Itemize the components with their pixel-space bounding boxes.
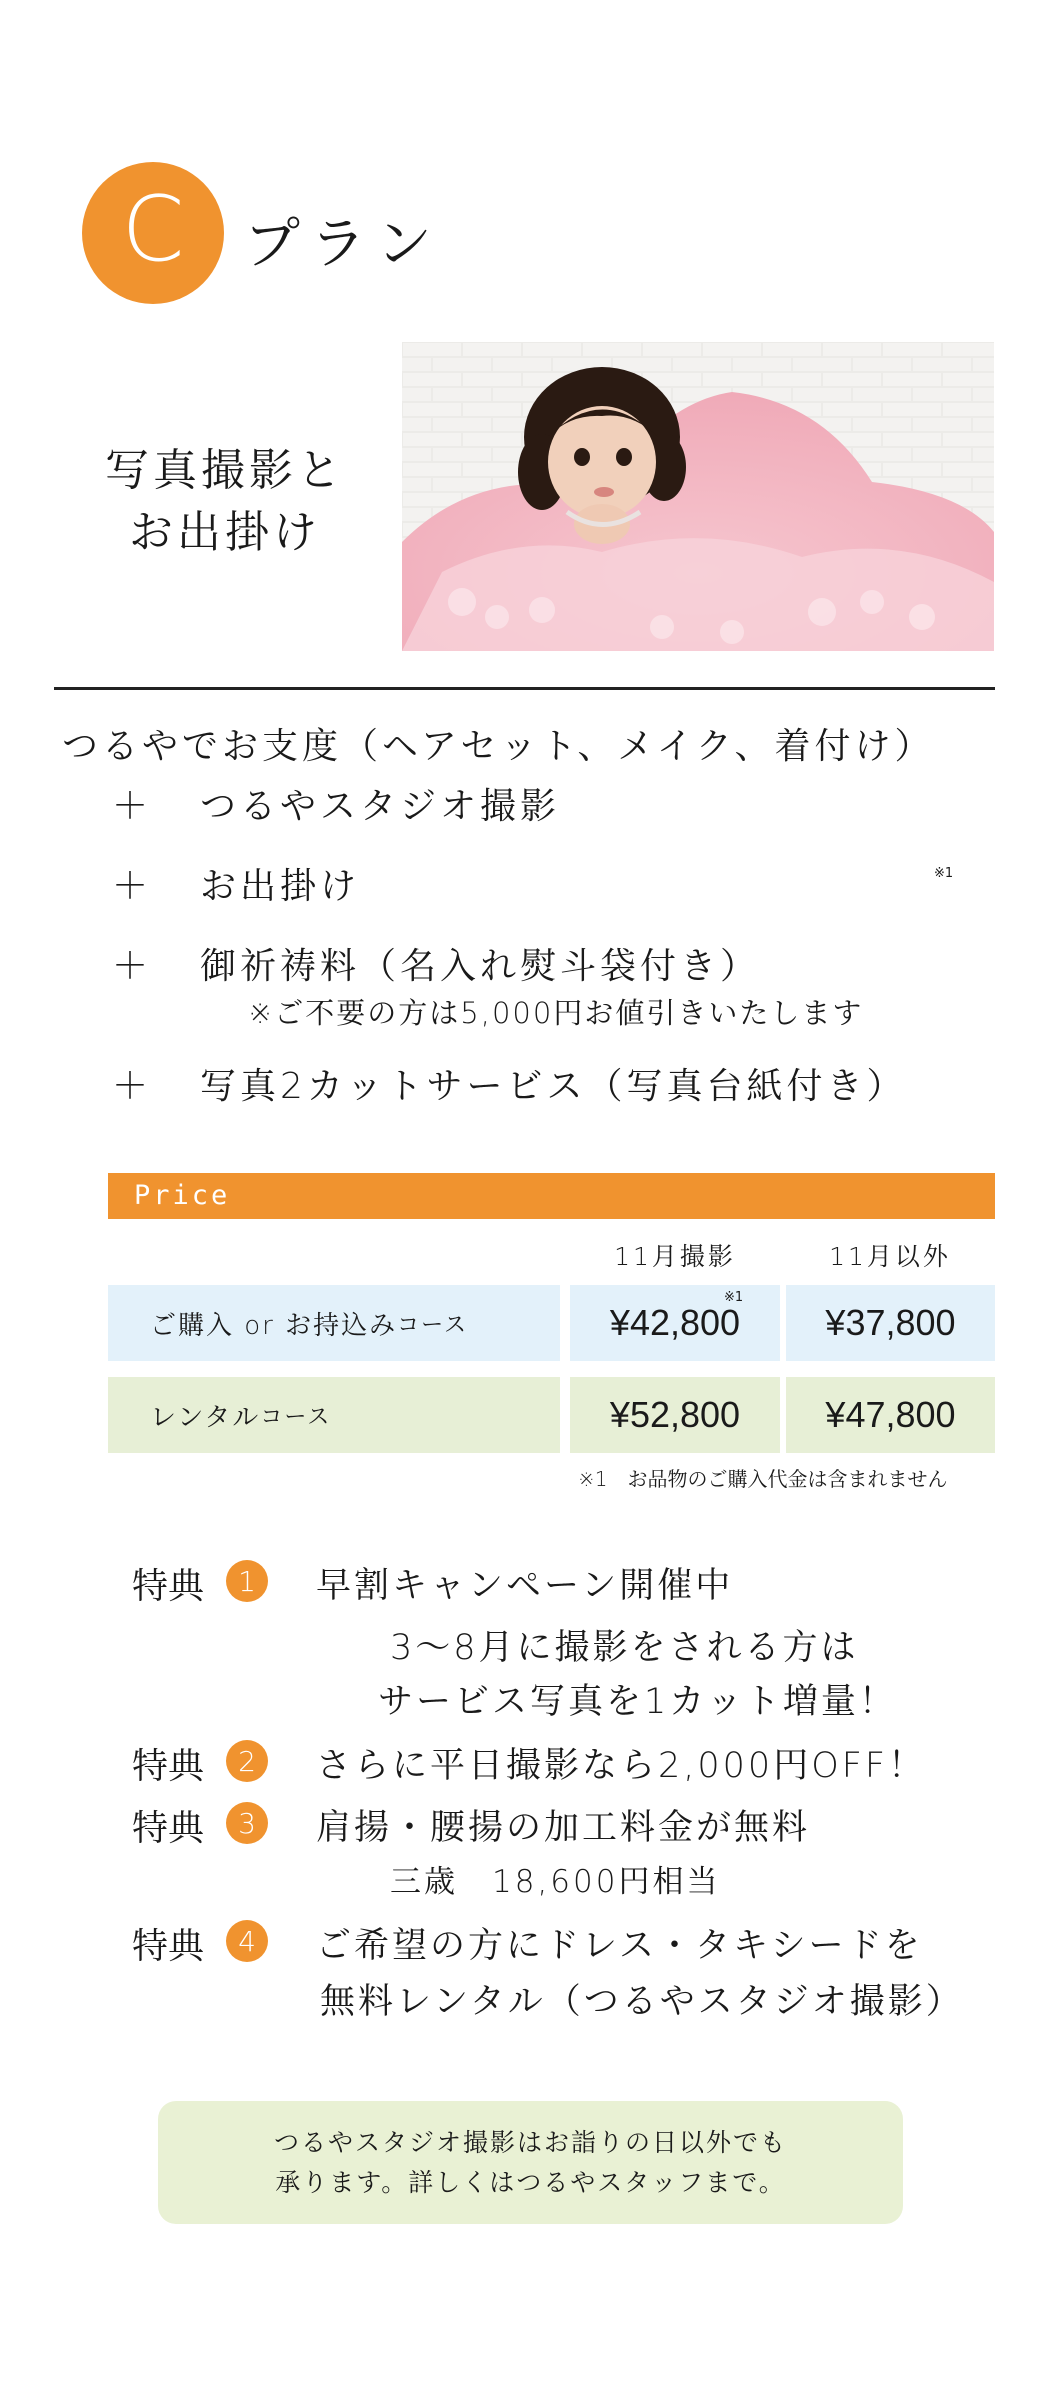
benefit-label: 特典 <box>132 1808 205 1849</box>
price-label: Price <box>134 1180 231 1211</box>
child-photo <box>402 342 994 651</box>
benefit-1-title: 早割キャンペーン開催中 <box>316 1566 734 1606</box>
info-note-line-1: つるやスタジオ撮影はお詣りの日以外でも <box>273 2127 787 2157</box>
photo-title-line-1: 写真撮影と <box>105 445 345 496</box>
plan-badge <box>82 162 224 304</box>
course-rental <box>108 1377 560 1453</box>
price-cell <box>786 1285 995 1361</box>
benefit-4-title: ご希望の方にドレス・タキシードを <box>316 1926 923 1966</box>
benefit-number-badge: 4 <box>226 1920 268 1962</box>
benefit-1-detail-2: サービス写真を1カット増量！ <box>378 1682 897 1722</box>
discount-note: ※ご不要の方は5,000円お値引きいたします <box>248 996 864 1030</box>
price-value: ¥42,800 <box>609 1302 741 1343</box>
footnote-mark: ※1 <box>724 1290 744 1305</box>
content-item-studio: つるやスタジオ撮影 <box>200 786 561 827</box>
course-name: レンタル <box>150 1402 261 1433</box>
benefit-label: 特典 <box>132 1926 205 1967</box>
content-item-prayer: 御祈祷料（名入れ熨斗袋付き） <box>200 946 761 987</box>
col-head-november: 11月撮影 <box>614 1242 736 1271</box>
benefit-1-detail-1: 3～8月に撮影をされる方は <box>390 1628 859 1668</box>
plus-icon: ＋ <box>112 946 149 987</box>
content-item-photo-service: 写真2カットサービス（写真台紙付き） <box>200 1066 907 1107</box>
benefit-label: 特典 <box>132 1566 205 1607</box>
benefit-number-badge: 2 <box>226 1740 268 1782</box>
benefit-3-detail: 三歳 18,600円相当 <box>390 1864 721 1900</box>
benefit-number-badge: 3 <box>226 1802 268 1844</box>
price-bar <box>108 1173 995 1219</box>
footnote-mark: ※1 <box>934 866 954 881</box>
price-cell <box>786 1377 995 1453</box>
plus-icon: ＋ <box>112 1066 149 1107</box>
course-suffix: コース <box>397 1312 469 1338</box>
price-value: ¥47,800 <box>825 1394 956 1435</box>
info-note-box <box>158 2101 903 2224</box>
course-name: ご購入 or お持込み <box>150 1310 398 1341</box>
section-divider <box>54 687 995 690</box>
photo-title-line-2: お出掛け <box>129 507 321 558</box>
benefit-label: 特典 <box>132 1746 205 1787</box>
plus-icon: ＋ <box>112 866 149 907</box>
plan-title: プラン <box>244 212 442 277</box>
price-value: ¥37,800 <box>825 1302 956 1343</box>
plan-letter: C <box>121 177 185 282</box>
price-footnote: ※1 お品物のご購入代金は含まれません <box>578 1467 948 1491</box>
photo-title <box>70 440 380 564</box>
benefit-2-title: さらに平日撮影なら2,000円OFF！ <box>316 1746 927 1786</box>
price-value: ¥52,800 <box>609 1394 741 1435</box>
col-head-other: 11月以外 <box>829 1242 951 1271</box>
price-cell <box>570 1377 780 1453</box>
benefit-3-title: 肩揚・腰揚の加工料金が無料 <box>316 1808 811 1848</box>
plus-icon: ＋ <box>112 786 149 827</box>
info-note-line-2: 承ります。詳しくはつるやスタッフまで。 <box>275 2167 786 2197</box>
course-purchase <box>108 1285 560 1361</box>
content-item-outing: お出掛け <box>200 866 361 907</box>
course-suffix: コース <box>260 1404 332 1430</box>
benefit-number-badge: 1 <box>226 1560 268 1602</box>
content-line-1: つるやでお支度（ヘアセット、メイク、着付け） <box>62 726 935 767</box>
benefit-4-detail: 無料レンタル（つるやスタジオ撮影） <box>320 1982 964 2022</box>
price-cell <box>570 1285 780 1361</box>
